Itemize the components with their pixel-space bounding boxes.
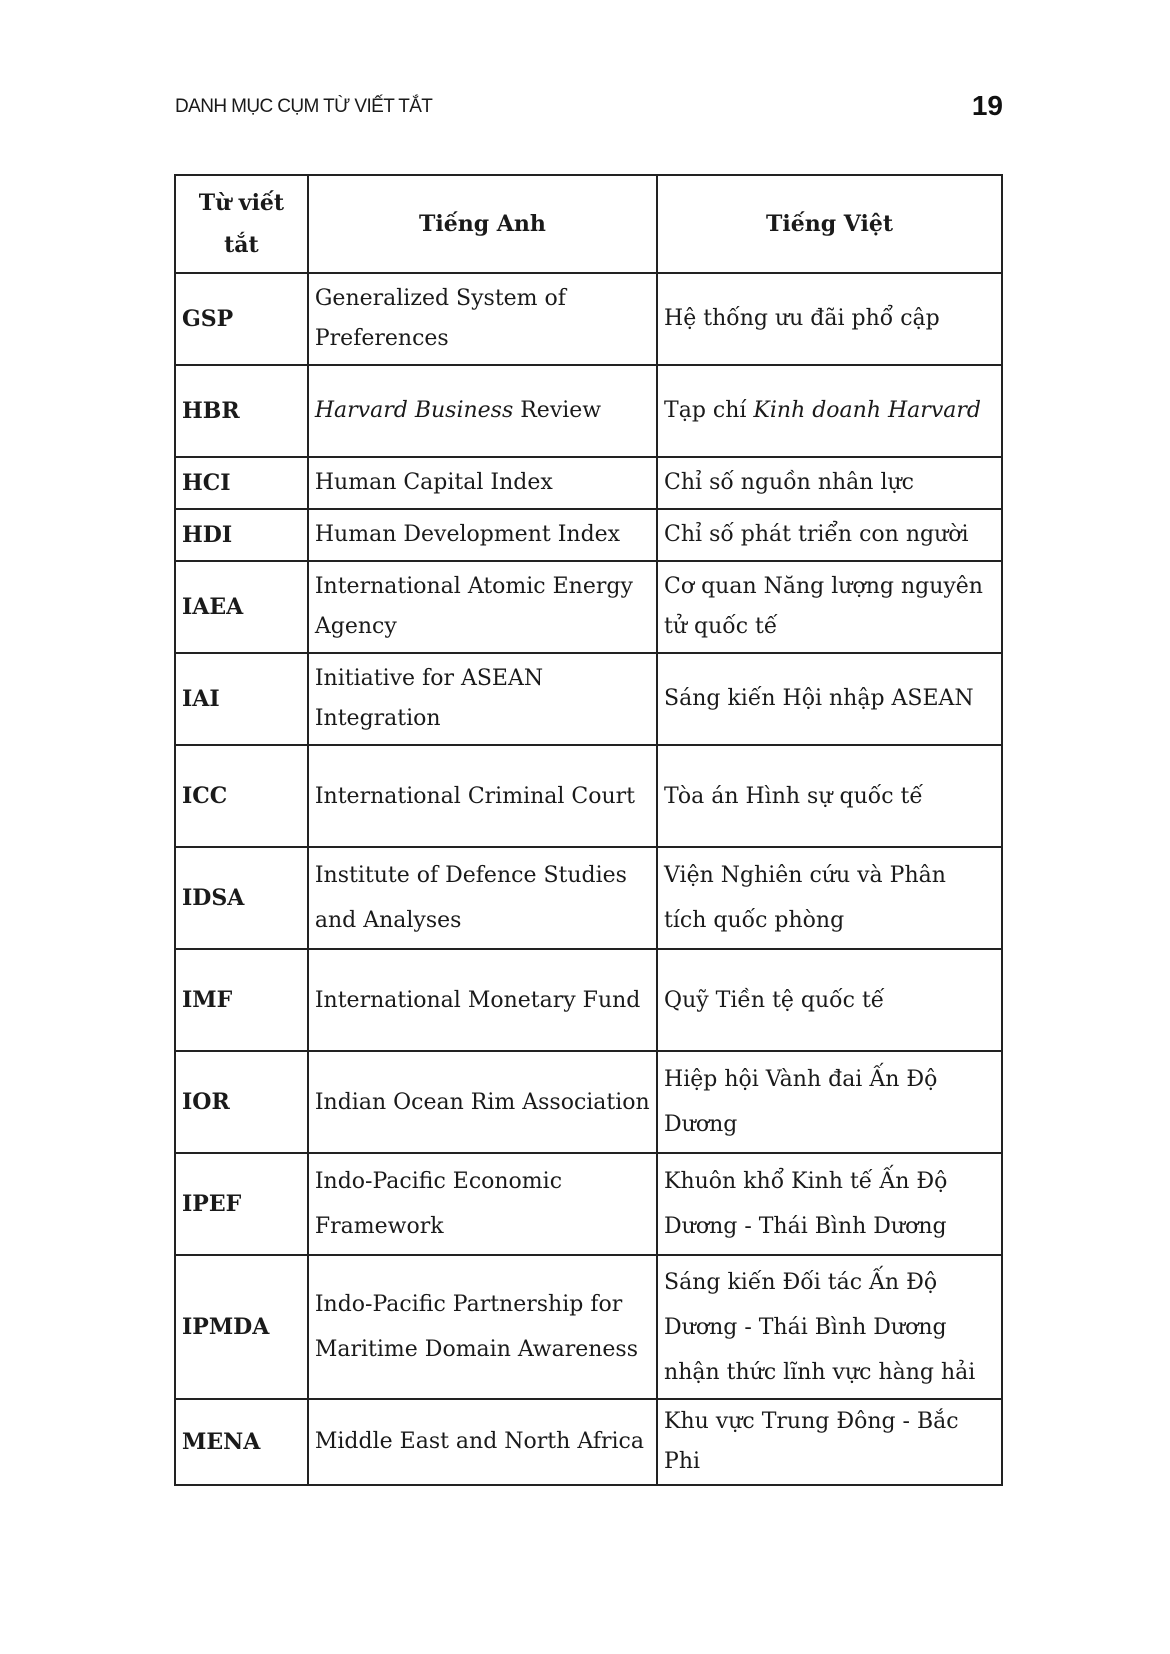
abbreviation-cell: IAI <box>175 653 308 745</box>
vietnamese-term-cell: Cơ quan Năng lượng nguyên tử quốc tế <box>657 561 1002 653</box>
page-number: 19 <box>971 90 1003 121</box>
table-header-row <box>175 175 1002 273</box>
column-header-english: Tiếng Anh <box>308 175 657 273</box>
table-row <box>175 561 1002 653</box>
abbreviation-cell: IAEA <box>175 561 308 653</box>
table-row <box>175 949 1002 1051</box>
vietnamese-term-cell: Sáng kiến Hội nhập ASEAN <box>657 653 1002 745</box>
abbreviation-table <box>174 174 1003 1486</box>
english-term-cell: Indian Ocean Rim Association <box>308 1051 657 1153</box>
table-row <box>175 653 1002 745</box>
english-term-rest: Review <box>513 398 602 423</box>
english-term-cell: Indo-Pacific Economic Framework <box>308 1153 657 1255</box>
running-header-title: DANH MỤC CỤM TỪ VIẾT TẮT <box>175 96 433 117</box>
vietnamese-term-cell <box>657 365 1002 457</box>
english-term-cell: Human Capital Index <box>308 457 657 509</box>
english-term-cell: International Criminal Court <box>308 745 657 847</box>
vietnamese-term-cell: Khuôn khổ Kinh tế Ấn Độ Dương - Thái Bình Dương <box>657 1153 1002 1255</box>
abbreviation-cell: HBR <box>175 365 308 457</box>
english-term-cell: Human Development Index <box>308 509 657 561</box>
vietnamese-term-cell: Quỹ Tiền tệ quốc tế <box>657 949 1002 1051</box>
vietnamese-term-cell: Chỉ số phát triển con người <box>657 509 1002 561</box>
english-term-cell <box>308 365 657 457</box>
english-term-cell: Indo-Pacific Partnership for Maritime Domain Awareness <box>308 1255 657 1399</box>
english-term-cell: International Monetary Fund <box>308 949 657 1051</box>
abbreviation-cell: IMF <box>175 949 308 1051</box>
table-row <box>175 1051 1002 1153</box>
table-row <box>175 273 1002 365</box>
vietnamese-term-cell: Hiệp hội Vành đai Ấn Độ Dương <box>657 1051 1002 1153</box>
english-term-cell: Institute of Defence Studies and Analyses <box>308 847 657 949</box>
column-header-abbreviation: Từ viết tắt <box>175 175 308 273</box>
vietnamese-term-cell: Tòa án Hình sự quốc tế <box>657 745 1002 847</box>
table-row <box>175 745 1002 847</box>
vietnamese-term-cell: Khu vực Trung Đông - Bắc Phi <box>657 1399 1002 1485</box>
table-row <box>175 509 1002 561</box>
column-header-vietnamese: Tiếng Việt <box>657 175 1002 273</box>
vietnamese-term-cell: Hệ thống ưu đãi phổ cập <box>657 273 1002 365</box>
vietnamese-term-plain: Tạp chí <box>664 398 754 423</box>
english-term-italic: Harvard Business <box>314 398 514 423</box>
table-row <box>175 457 1002 509</box>
vietnamese-term-cell: Chỉ số nguồn nhân lực <box>657 457 1002 509</box>
abbreviation-cell: HCI <box>175 457 308 509</box>
english-term-cell: International Atomic Energy Agency <box>308 561 657 653</box>
abbreviation-cell: IPMDA <box>175 1255 308 1399</box>
english-term-cell: Initiative for ASEAN Integration <box>308 653 657 745</box>
abbreviation-cell: ICC <box>175 745 308 847</box>
vietnamese-term-cell: Viện Nghiên cứu và Phân tích quốc phòng <box>657 847 1002 949</box>
abbreviation-cell: IPEF <box>175 1153 308 1255</box>
table-row <box>175 1399 1002 1485</box>
table-row <box>175 847 1002 949</box>
abbreviation-cell: MENA <box>175 1399 308 1485</box>
table-row <box>175 1255 1002 1399</box>
english-term-cell: Middle East and North Africa <box>308 1399 657 1485</box>
table-row <box>175 1153 1002 1255</box>
vietnamese-term-italic: Kinh doanh Harvard <box>753 398 981 423</box>
english-term-cell: Generalized System of Preferences <box>308 273 657 365</box>
abbreviation-cell: IOR <box>175 1051 308 1153</box>
vietnamese-term-cell: Sáng kiến Đối tác Ấn Độ Dương - Thái Bình Dương nhận thức lĩnh vực hàng hải <box>657 1255 1002 1399</box>
abbreviation-cell: HDI <box>175 509 308 561</box>
table-row <box>175 365 1002 457</box>
abbreviation-cell: IDSA <box>175 847 308 949</box>
abbreviation-cell: GSP <box>175 273 308 365</box>
